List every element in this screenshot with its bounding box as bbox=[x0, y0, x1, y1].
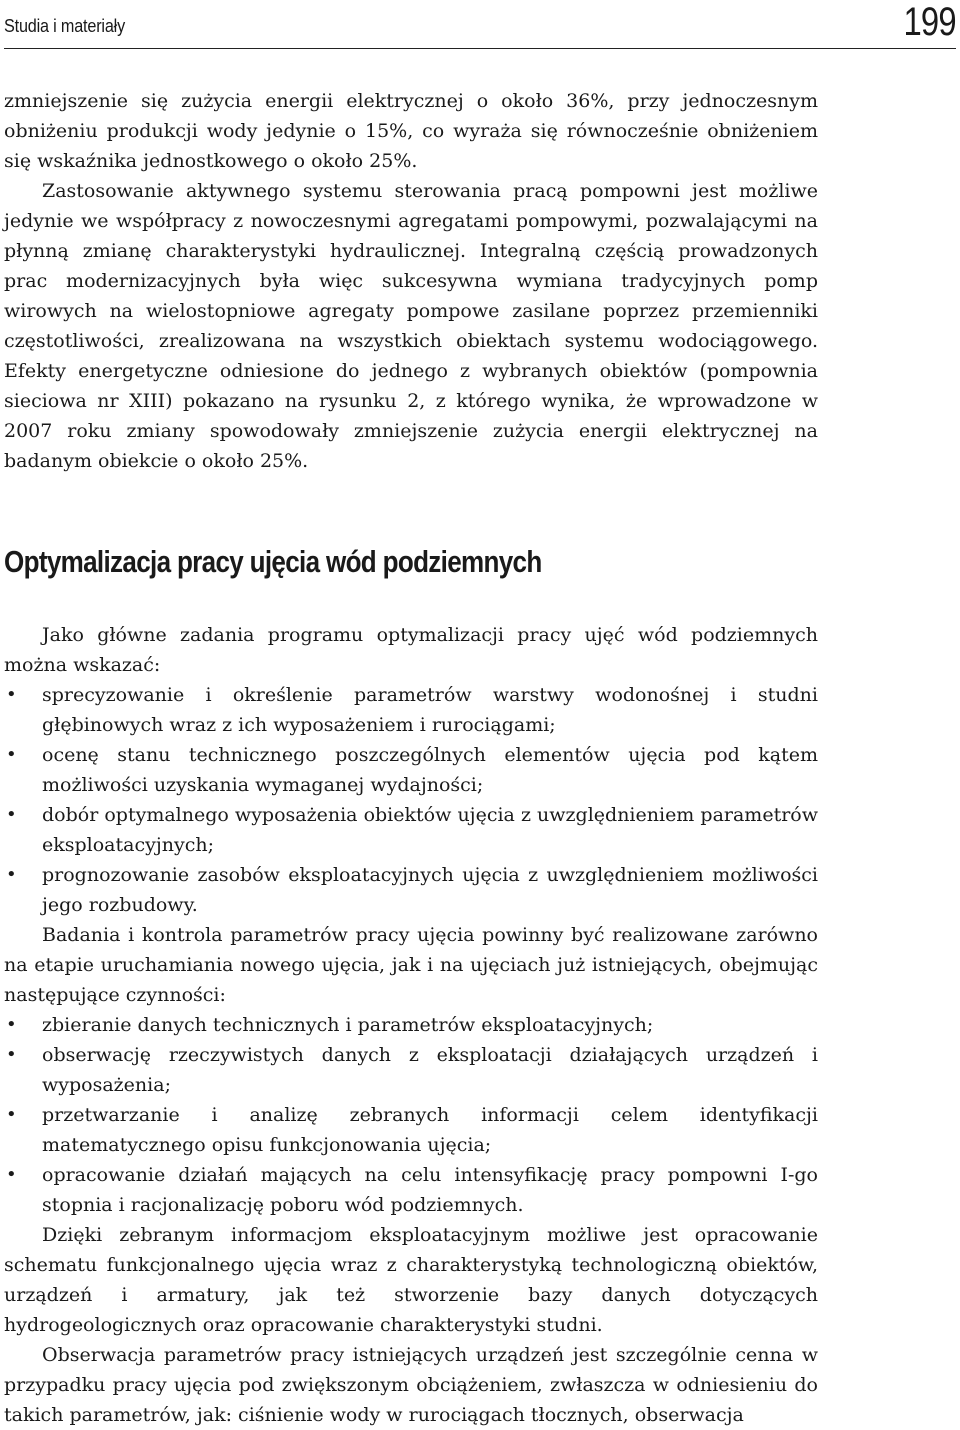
list-item-text: ocenę stanu technicznego poszczególnych elementów ujęcia pod kątem możliwości uzyskania wymaganej wydajności; bbox=[42, 744, 818, 796]
bullet-icon: • bbox=[6, 1164, 17, 1185]
list-item-text: przetwarzanie i analizę zebranych informacji celem identyfikacji matematycznego opisu funkcjonowania ujęcia; bbox=[42, 1104, 818, 1156]
tasks-list bbox=[4, 680, 818, 920]
list-item-text: opracowanie działań mających na celu intensyfikację pracy pompowni I-go stopnia i racjonalizację poboru wód podziemnych. bbox=[42, 1164, 818, 1216]
paragraph-pump-control: Zastosowanie aktywnego systemu sterowania pracą pompowni jest możliwe jedynie we współpracy z nowoczesnymi agregatami pompowymi, pozwalającymi na płynną zmianę charakterystyki hydraulicznej. Integralną częścią prowadzonych prac modernizacyjnych była więc sukcesywna wymiana tradycyjnych pomp wirowych na wielostopniowe agregaty pompowe zasilane poprzez przemienniki częstotliwości, zrealizowana na wszystkich obiektach systemu wodociągowego. Efekty energetyczne odniesione do jednego z wybranych obiektów (pompownia sieciowa nr XIII) pokazano na rysunku 2, z którego wynika, że wprowadzone w 2007 roku zmiany spowodowały zmniejszenie zużycia energii elektrycznej na badanym obiekcie o około 25%. bbox=[4, 180, 818, 472]
bullet-icon: • bbox=[6, 1044, 17, 1065]
bullet-icon: • bbox=[6, 804, 17, 825]
list-item bbox=[4, 1160, 818, 1220]
page-number: 199 bbox=[903, 0, 956, 44]
list-item bbox=[4, 740, 818, 800]
page-body bbox=[4, 86, 818, 1430]
list-item bbox=[4, 1040, 818, 1100]
bullet-icon: • bbox=[6, 744, 17, 765]
paragraph-tasks-intro: Jako główne zadania programu optymalizacji pracy ujęć wód podziemnych można wskazać: bbox=[4, 624, 818, 676]
list-item-text: obserwację rzeczywistych danych z eksploatacji działających urządzeń i wyposażenia; bbox=[42, 1044, 818, 1096]
list-item bbox=[4, 1010, 818, 1040]
bullet-icon: • bbox=[6, 1014, 17, 1035]
paragraph-continuation: zmniejszenie się zużycia energii elektrycznej o około 36%, przy jednoczesnym obniżeniu produkcji wody jedynie o 15%, co wyraża się równocześnie obniżeniem się wskaźnika jednostkowego o około 25%. bbox=[4, 90, 818, 172]
paragraph-observation: Obserwacja parametrów pracy istniejących urządzeń jest szczególnie cenna w przypadku pracy ujęcia pod zwiększonym obciążeniem, zwłaszcza w odniesieniu do takich parametrów, jak: ciśnienie wody w rurociągach tłocznych, obserwacja bbox=[4, 1344, 818, 1426]
bullet-icon: • bbox=[6, 864, 17, 885]
activities-list bbox=[4, 1010, 818, 1220]
list-item bbox=[4, 680, 818, 740]
section-heading: Optymalizacja pracy ujęcia wód podziemnych bbox=[4, 544, 542, 579]
bullet-icon: • bbox=[6, 1104, 17, 1125]
paragraph-activities-intro: Badania i kontrola parametrów pracy ujęcia powinny być realizowane zarówno na etapie uruchamiania nowego ujęcia, jak i na ujęciach już istniejących, obejmując następujące czynności: bbox=[4, 924, 818, 1006]
paragraph-information: Dzięki zebranym informacjom eksploatacyjnym możliwe jest opracowanie schematu funkcjonalnego ujęcia wraz z charakterystyką technologiczną obiektów, urządzeń i armatury, jak też stworzenie bazy danych dotyczących hydrogeologicznych oraz opracowanie charakterystyki studni. bbox=[4, 1224, 818, 1336]
list-item-text: sprecyzowanie i określenie parametrów warstwy wodonośnej i studni głębinowych wraz z ich wyposażeniem i rurociągami; bbox=[42, 684, 818, 736]
list-item-text: prognozowanie zasobów eksploatacyjnych ujęcia z uwzględnieniem możliwości jego rozbudowy. bbox=[42, 864, 818, 916]
list-item bbox=[4, 860, 818, 920]
page-header bbox=[4, 0, 956, 49]
list-item bbox=[4, 1100, 818, 1160]
running-title: Studia i materiały bbox=[4, 16, 126, 36]
list-item-text: zbieranie danych technicznych i parametrów eksploatacyjnych; bbox=[42, 1014, 654, 1036]
list-item bbox=[4, 800, 818, 860]
bullet-icon: • bbox=[6, 684, 17, 705]
list-item-text: dobór optymalnego wyposażenia obiektów ujęcia z uwzględnieniem parametrów eksploatacyjnych; bbox=[42, 804, 818, 856]
